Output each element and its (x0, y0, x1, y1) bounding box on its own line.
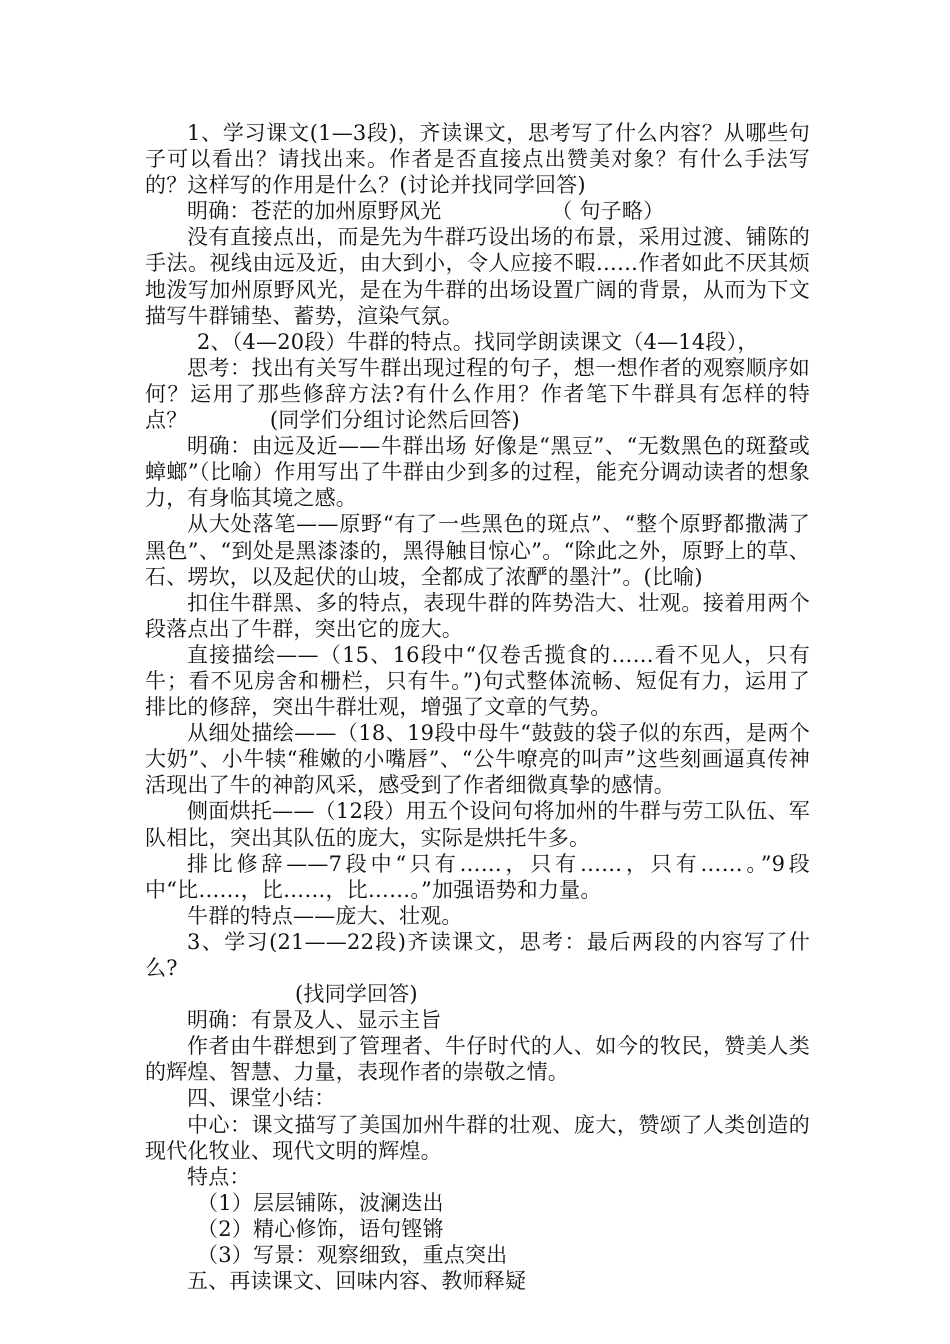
paragraph-side-contrast: 侧面烘托——（12段）用五个设问句将加州的牛群与劳工队伍、军队相比，突出其队伍的庞大，实际是烘托牛多。 (145, 799, 810, 850)
paragraph-features: 牛群的特点——庞大、壮观。 (187, 903, 463, 928)
section-reread-heading: 五、再读课文、回味内容、教师释疑 (187, 1269, 527, 1294)
paragraph-direct-depiction: 直接描绘——（15、16段中“仅卷舌揽食的……看不见人，只有牛；看不见房舍和栅栏，只有牛。”)句式整体流畅、短促有力，运用了排比的修辞，突出牛群壮观，增强了文章的气势。 (145, 642, 810, 720)
list-item: （3）写景：观察细致，重点突出 (197, 1243, 508, 1268)
document-body (145, 120, 810, 1294)
paragraph-answer-1: 明确：苍茫的加州原野风光 （ 句子略） (187, 199, 665, 224)
paragraph-ask-classmates: (找同学回答) (295, 982, 418, 1007)
paragraph-study-3: 3、学习(21——22段)齐读课文，思考：最后两段的内容写了什么? (145, 929, 810, 980)
paragraph-center: 中心：课文描写了美国加州牛群的壮观、庞大，赞颂了人类创造的现代化牧业、现代文明的辉煌。 (145, 1112, 810, 1163)
paragraph-study-2: 2、（4—20段）牛群的特点。找同学朗读课文（4—14段）， (197, 329, 759, 354)
paragraph-think-2: 思考：找出有关写牛群出现过程的句子，想一想作者的观察顺序如何？运用了那些修辞方法?有什么作用？作者笔下牛群具有怎样的特点？ (同学们分组讨论然后回答) (145, 355, 810, 433)
list-item: （1）层层铺陈，波澜迭出 (197, 1190, 444, 1215)
paragraph-study-1: 1、学习课文(1—3段)，齐读课文，思考写了什么内容？从哪些句子可以看出？请找出来。作者是否直接点出赞美对象？有什么手法写的？这样写的作用是什么？(讨论并找同学回答) (145, 121, 810, 198)
paragraph-parallelism: 排比修辞——7段中“只有……，只有……，只有……。”9段中“比……，比……，比……。”加强语势和力量。 (145, 851, 810, 902)
list-item: （2）精心修饰，语句铿锵 (197, 1216, 444, 1241)
paragraph-answer-3: 明确：有景及人、显示主旨 (187, 1008, 442, 1033)
paragraph-explain-1: 没有直接点出，而是先为牛群巧设出场的布景，采用过渡、铺陈的手法。视线由远及近，由大到小，令人应接不暇……作者如此不厌其烦地泼写加州原野风光，是在为牛群的出场设置广阔的背景，从而为下文描写牛群铺垫、蓄势，渲染气氛。 (145, 225, 810, 328)
paragraph-feature-heading: 特点： (187, 1164, 251, 1189)
paragraph-broad-strokes: 从大处落笔——原野“有了一些黑色的斑点”、“整个原野都撒满了黑色”、“到处是黑漆漆的，黑得触目惊心”。“除此之外，原野上的草、石、塄坎，以及起伏的山坡，全都成了浓酽的墨汁”。(比喻) (145, 512, 810, 589)
paragraph-answer-2: 明确：由远及近——牛群出场 好像是“黑豆”、“无数黑色的斑蝥或蟑螂”（比喻）作用写出了牛群由少到多的过程，能充分调动读者的想象力，有身临其境之感。 (145, 434, 810, 511)
section-summary-heading: 四、课堂小结： (187, 1086, 336, 1111)
paragraph-author-thoughts: 作者由牛群想到了管理者、牛仔时代的人、如今的牧民，赞美人类的辉煌、智慧、力量，表现作者的崇敬之情。 (145, 1034, 810, 1085)
paragraph-detail-depiction: 从细处描绘——（18、19段中母牛“鼓鼓的袋子似的东西，是两个大奶”、小牛犊“稚嫩的小嘴唇”、“公牛嘹亮的叫声”这些刻画逼真传神活现出了牛的神韵风采，感受到了作者细微真挚的感情。 (145, 721, 810, 798)
paragraph-black-many: 扣住牛群黑、多的特点，表现牛群的阵势浩大、壮观。接着用两个段落点出了牛群，突出它的庞大。 (145, 590, 810, 641)
